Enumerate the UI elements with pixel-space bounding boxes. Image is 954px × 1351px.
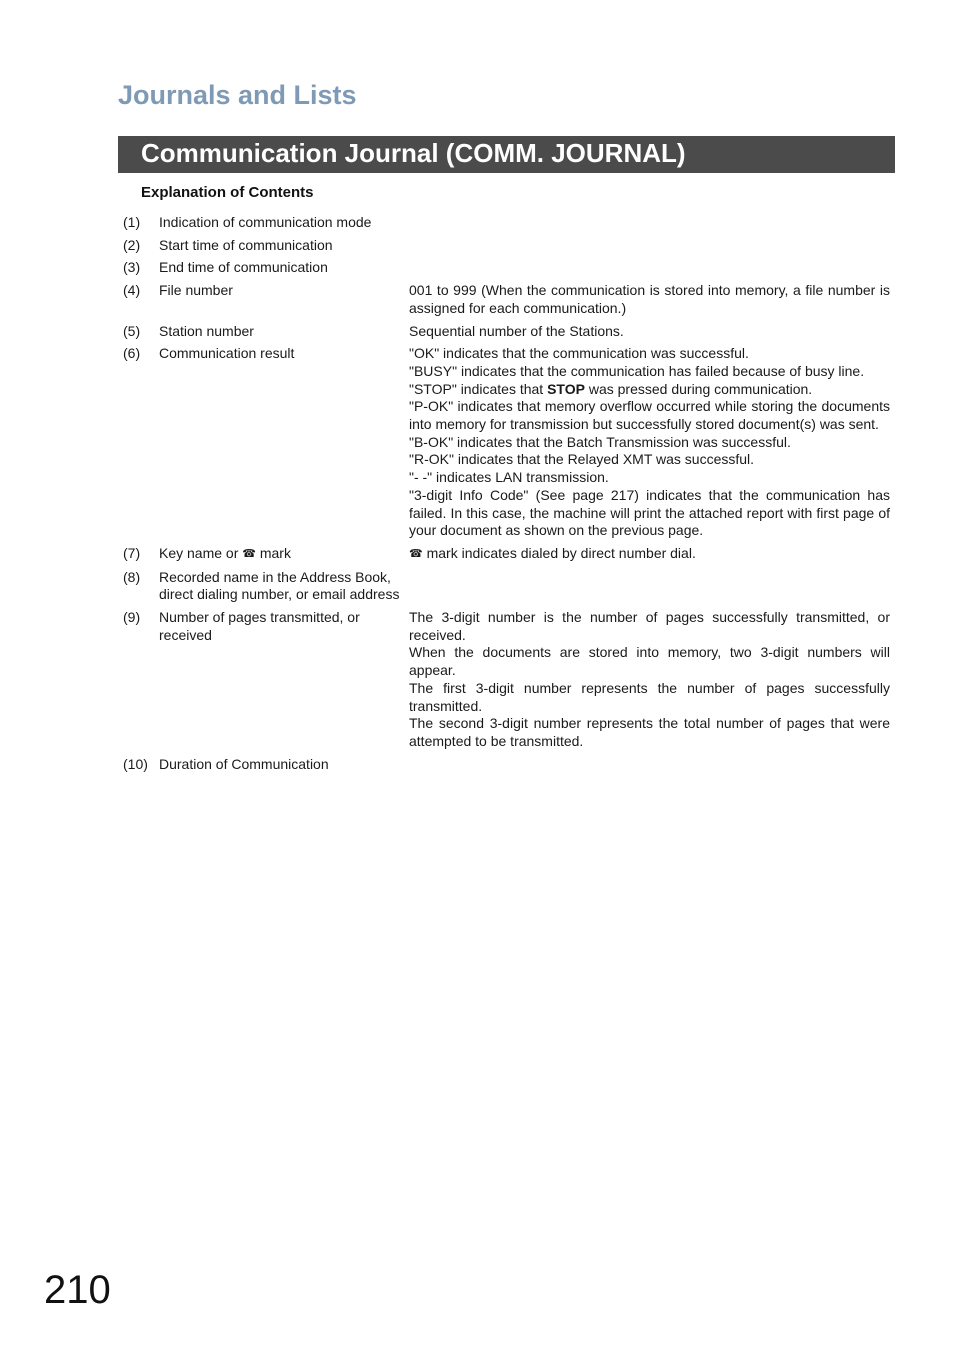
- pages-description-1: The 3-digit number is the number of pages successfully transmitted, or received.: [409, 609, 890, 643]
- item-number: (7): [123, 544, 141, 561]
- item-label: Recorded name in the Address Book, direct dialing number, or email address: [159, 568, 400, 603]
- result-stop-text: [409, 381, 890, 399]
- item-number: (6): [123, 345, 141, 362]
- item-description: 001 to 999 (When the communication is stored into memory, a file number is assigned for each communication.): [409, 282, 890, 316]
- section-title: Journals and Lists: [118, 80, 357, 110]
- result-stop-post: was pressed during communication.: [584, 380, 813, 397]
- pages-description-3: The first 3-digit number represents the number of pages successfully transmitted.: [409, 679, 890, 714]
- item-number: (8): [123, 568, 141, 585]
- item-description: Sequential number of the Stations.: [409, 322, 624, 339]
- result-info-code-text: "3-digit Info Code" (See page 217) indicates that the communication has failed. In this case, the machine will print the attached report with first page of your document as shown on the previous page.: [409, 486, 890, 539]
- item-description: [409, 237, 890, 255]
- list-item: [123, 214, 890, 232]
- result-stop-pre: "STOP" indicates that: [409, 380, 548, 397]
- page-number: 210: [44, 1268, 111, 1312]
- pages-description-2: When the documents are stored into memory, two 3-digit numbers will appear.: [409, 644, 890, 679]
- stop-key-label: STOP: [547, 380, 585, 397]
- result-busy-text: "BUSY" indicates that the communication has failed because of busy line.: [409, 362, 865, 379]
- list-item: [123, 545, 890, 564]
- item-description: [409, 756, 890, 774]
- phone-mark-description: mark indicates dialed by direct number dial.: [422, 544, 696, 561]
- list-item: [123, 259, 890, 277]
- item-number: (3): [123, 259, 141, 276]
- result-pok-text: "P-OK" indicates that memory overflow occurred while storing the documents into memory for transmission but successfully stored document(s) was sent.: [409, 398, 890, 433]
- item-label: Duration of Communication: [159, 755, 329, 772]
- item-number: (10): [123, 755, 148, 772]
- item-label: [159, 545, 409, 564]
- result-lan-text: "- -" indicates LAN transmission.: [409, 469, 609, 486]
- result-rok-text: "R-OK" indicates that the Relayed XMT was successful.: [409, 451, 755, 468]
- item-label: Number of pages transmitted, or received: [159, 609, 360, 643]
- item-number: (2): [123, 236, 141, 253]
- page-title: Communication Journal (COMM. JOURNAL): [141, 138, 686, 168]
- list-item: [123, 237, 890, 255]
- phone-icon: ☎: [242, 547, 256, 560]
- item-label: File number: [159, 282, 233, 299]
- list-item: [123, 569, 890, 604]
- item-label-post: mark: [255, 544, 291, 561]
- sub-heading: Explanation of Contents: [141, 184, 314, 201]
- item-description: [409, 569, 890, 604]
- page-heading-bar: [118, 136, 895, 173]
- item-label: Communication result: [159, 345, 295, 362]
- item-description: [409, 609, 890, 751]
- item-number: (9): [123, 609, 141, 626]
- item-number: (1): [123, 214, 141, 230]
- result-bok-text: "B-OK" indicates that the Batch Transmission was successful.: [409, 433, 791, 450]
- contents-list: [123, 214, 890, 778]
- item-description: [409, 545, 890, 564]
- pages-description-4: The second 3-digit number represents the total number of pages that were attempted to be transmitted.: [409, 715, 890, 749]
- item-number: (4): [123, 282, 141, 299]
- item-description: [409, 259, 890, 277]
- item-description: [409, 214, 890, 232]
- phone-icon: ☎: [409, 547, 423, 560]
- result-ok-text: "OK" indicates that the communication was successful.: [409, 345, 749, 362]
- list-item: [123, 323, 890, 341]
- item-label: End time of communication: [159, 259, 328, 276]
- item-description: [409, 345, 890, 540]
- list-item: [123, 345, 890, 540]
- list-item: [123, 609, 890, 751]
- item-label: Station number: [159, 322, 254, 339]
- item-number: (5): [123, 322, 141, 339]
- list-item: [123, 282, 890, 317]
- item-label: Indication of communication mode: [159, 214, 372, 230]
- item-label-pre: Key name or: [159, 544, 243, 561]
- item-label: Start time of communication: [159, 236, 333, 253]
- list-item: [123, 756, 890, 774]
